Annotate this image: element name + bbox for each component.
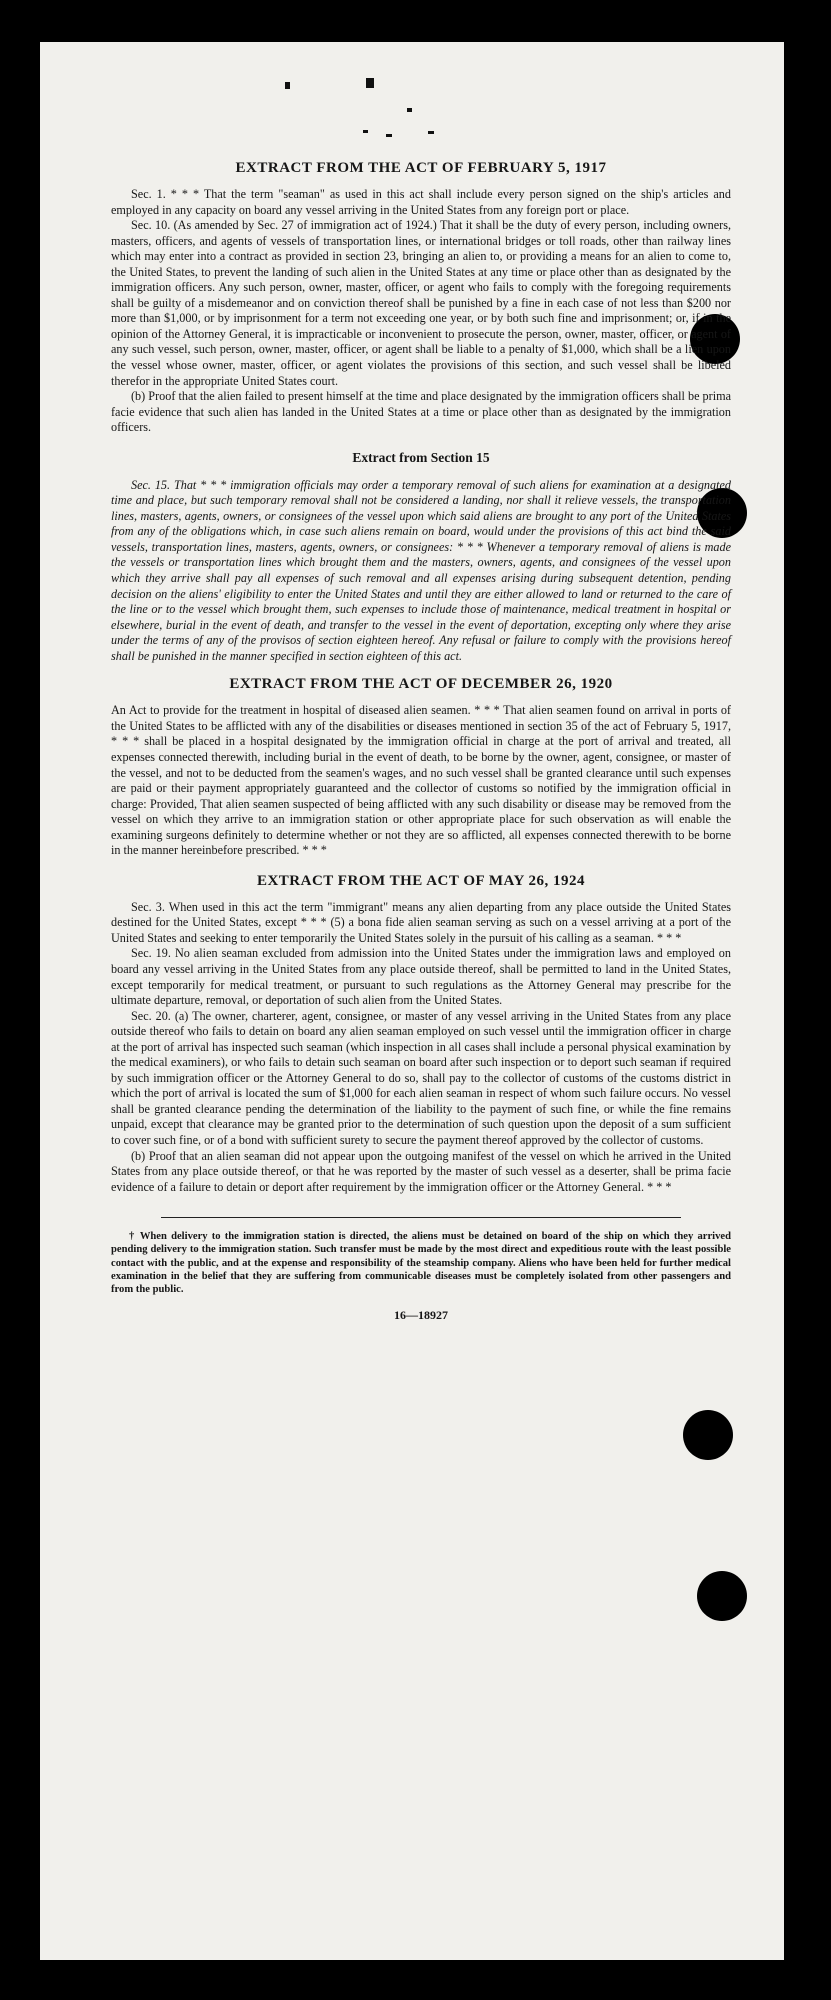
section-19-paragraph: Sec. 19. No alien seaman excluded from admission into the United States under the immigration laws and employed on board any vessel arriving in the United States from any place outside thereof, shall be permitted to land in the United States, except temporarily for medical treatment, or pursuant to such regulations as the Attorney General may prescribe for the ultimate departure, removal, or deportation of such alien from the United States. [111,946,731,1008]
section-3-paragraph: Sec. 3. When used in this act the term "immigrant" means any alien departing from any place outside the United States destined for the United States, except * * * (5) a bona fide alien seaman serving as such on a vessel arriving at a port of the United States and seeking to enter temporarily the United States solely in the pursuit of his calling as a seaman. * * * [111,899,731,945]
scan-speck [407,108,412,112]
section-20b-paragraph: (b) Proof that an alien seaman did not appear upon the outgoing manifest of the vessel on which he arrived in the United States from any place outside thereof, or that he was reported by the master of such vessel as a deserter, shall be prima facie evidence of a failure to detain or deport after requirement by the immigration officer or the Attorney General. * * * [111,1148,731,1194]
document-page [40,42,784,1960]
scan-speck [428,131,434,134]
heading-section-15: Extract from Section 15 [352,449,490,465]
scan-speck [363,130,368,133]
section-10-paragraph: Sec. 10. (As amended by Sec. 27 of immigration act of 1924.) That it shall be the duty of every person, including owners, masters, officers, and agents of vessels of transportation lines, or international bridges or toll roads, other than railway lines which may enter into a contract as provided in section 23, bringing an alien to, or providing a means for an alien to come to, the United States, to prevent the landing of such alien in the United States at any time or place other than as designated by the immigration officers. Any such person, owner, master, officer, or agent who fails to comply with the foregoing requirements shall be guilty of a misdemeanor and on conviction thereof shall be punished by a fine in each case of not less than $200 nor more than $1,000, or by imprisonment for a term not exceeding one year, or by both such fine and imprisonment; or, if in the opinion of the Attorney General, it is impracticable or inconvenient to prosecute the person, owner, master, officer, or agent of any such vessel, such person, owner, master, officer, or agent shall be liable to a penalty of $1,000, which shall be a lien upon the vessel whose owner, master, officer, or agent violates the provisions of this section, and such vessel shall be libeled therefor in the appropriate United States court. [111,218,731,388]
heading-act-1917: EXTRACT FROM THE ACT OF FEBRUARY 5, 1917 [235,160,607,176]
act-1920-paragraph: An Act to provide for the treatment in hospital of diseased alien seamen. * * * That alien seamen found on arrival in ports of the United States to be afflicted with any of the disabilities or diseases mentioned in section 35 of the act of February 5, 1917, * * * shall be placed in a hospital designated by the immigration official in charge at the port of arrival and treated, all expenses connected therewith, including burial in the event of death, to be borne by the owner, agent, consignee, or master of the vessel, and not to be deducted from the seamen's wages, and no such vessel shall be granted clearance until such expenses are paid or their payment appropriately guaranteed and the collector of customs so notified by the immigration official in charge: Provided, That alien seamen suspected of being afflicted with any such disability or disease may be removed from the vessel on which they arrive to an immigration station or other appropriate place for such observation as will enable the examining surgeons definitely to determine whether or not they are so afflicted, all expenses connected therewith to be borne in the manner hereinbefore prescribed. * * * [111,703,731,858]
scan-speck [366,78,374,88]
form-code: 16—18927 [394,1308,448,1323]
section-10b-paragraph: (b) Proof that the alien failed to present himself at the time and place designated by the immigration officers shall be prima facie evidence that such alien has landed in the United States at a time or place other than as designated by the immigration officers. [111,389,731,435]
document-body [111,160,731,1323]
punch-hole [697,1571,747,1621]
section-1-paragraph: Sec. 1. * * * That the term "seaman" as used in this act shall include every person signed on the ship's articles and employed in any capacity on board any vessel arriving in the United States from any foreign port or place. [111,187,731,217]
footnote-divider [161,1217,681,1218]
scan-speck [386,134,392,137]
section-20a-paragraph: Sec. 20. (a) The owner, charterer, agent, consignee, or master of any vessel arriving in the United States from any place outside thereof who fails to detain on board any alien seaman employed on such vessel until the immigration officer in charge at the port of arrival has inspected such seaman (which inspection in all cases shall include a personal physical examination by the medical examiners), or who fails to detain such seaman on board after such inspection or to deport such seaman if required by such immigration officer or the Attorney General to do so, shall pay to the collector of customs of the customs district in which the port of arrival is located the sum of $1,000 for each alien seaman in respect of whom such failure occurs. No vessel shall be granted clearance pending the determination of the liability to the payment of such fine, or while the fine remains unpaid, except that clearance may be granted prior to the determination of such question upon the deposit of a sum sufficient to cover such fine, or of a bond with sufficient surety to secure the payment thereof approved by the collector of customs. [111,1008,731,1147]
footnote: † When delivery to the immigration station is directed, the aliens must be detained on board of the ship on which they arrived pending delivery to the immigration station. Such transfer must be made by the most direct and expeditious route with the least possible contact with the public, and at the expense and responsibility of the steamship company. Aliens who have been held for further medical examination in the belief that they are suffering from communicable diseases must be completely isolated from other passengers and from the public. [111,1231,731,1295]
heading-act-1920: EXTRACT FROM THE ACT OF DECEMBER 26, 1920 [229,676,613,693]
punch-hole [683,1410,733,1460]
section-15-paragraph: Sec. 15. That * * * immigration officials may order a temporary removal of such aliens for examination at a designated time and place, but such temporary removal shall not be considered a landing, nor shall it relieve vessels, the transportation lines, masters, agents, owners, or consignees of the vessel upon which said aliens are brought to any port of the United States from any of the obligations which, in case such aliens remain on board, would under the provisions of this act bind the said vessels, transportation lines, masters, agents, owners, or consignees: * * * Whenever a temporary removal of aliens is made the vessels or transportation lines which brought them and the masters, owners, agents, and consignees of the vessel upon which they arrive shall pay all expenses of such removal and all expenses arising during subsequent detention, pending decision on the aliens' eligibility to enter the United States and until they are either allowed to land or returned to the care of the line or to the vessel which brought them, such expenses to include those of maintenance, medical treatment in hospital or elsewhere, burial in the event of death, and transfer to the vessel in the event of deportation, excepting only where they arise under the terms of any of the provisos of section eighteen hereof. Any refusal or failure to comply with the provisions hereof shall be punished in the manner specified in section eighteen of this act. [111,477,731,663]
scan-speck [285,82,290,89]
heading-act-1924: EXTRACT FROM THE ACT OF MAY 26, 1924 [256,872,586,889]
